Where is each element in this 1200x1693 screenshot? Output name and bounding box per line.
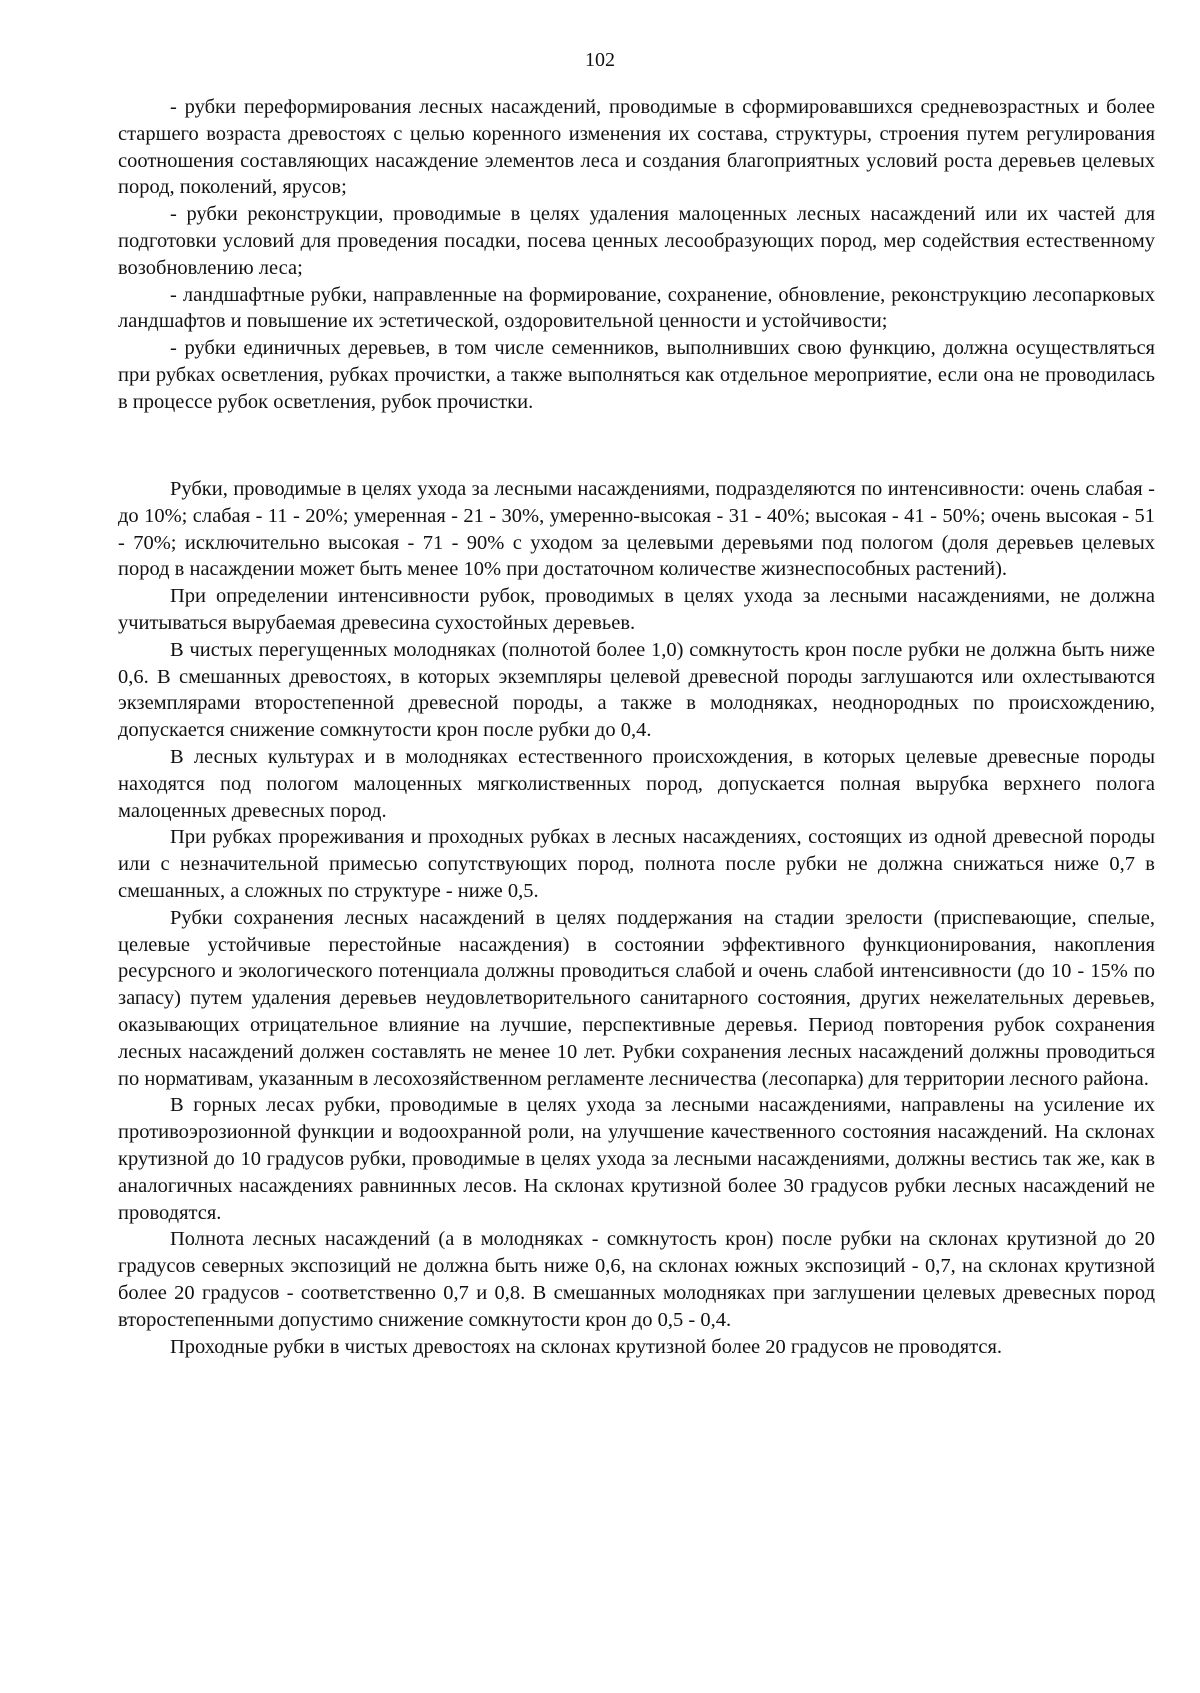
list-item: - рубки реконструкции, проводимые в целях удаления малоценных лесных насаждений или их частей для подготовки условий для проведения посадки, посева ценных лесообразующих пород, мер содействия естественному возобновлению леса; bbox=[118, 203, 1155, 279]
paragraph: Проходные рубки в чистых древостоях на склонах крутизной более 20 градусов не проводятся. bbox=[170, 1335, 1003, 1358]
paragraph: При определении интенсивности рубок, проводимых в целях ухода за лесными насаждениями, не должна учитываться вырубаемая древесина сухостойных деревьев. bbox=[118, 585, 1155, 634]
paragraph: В лесных культурах и в молодняках естественного происхождения, в которых целевые древесные породы находятся под пологом малоценных мягколиственных пород, допускается полная вырубка верхнего полога малоценных древесных пород. bbox=[118, 745, 1155, 822]
paragraph: В горных лесах рубки, проводимые в целях ухода за лесными насаждениями, направлены на усиление их противоэрозионной функции и водоохранной роли, на улучшение качественного состояния насаждений. На склонах крутизной до 10 градусов рубки, проводимые в целях ухода за лесными насаждениями, должны вестись так же, как в аналогичных насаждениях равнинных лесов. На склонах крутизной более 30 градусов рубки лесных насаждений не проводятся. bbox=[118, 1094, 1155, 1224]
body-text bbox=[118, 476, 1155, 1360]
paragraph: Рубки сохранения лесных насаждений в целях поддержания на стадии зрелости (приспевающие, спелые, целевые устойчивые перестойные насаждения) в состоянии эффективного функционирования, накопления ресурсного и экологического потенциала должны проводиться слабой и очень слабой интенсивности (до 10 - 15% по запасу) путем удаления деревьев неудовлетворительного санитарного состояния, других нежелательных деревьев, оказывающих отрицательное влияние на лучшие, перспективные деревья. Период повторения рубок сохранения лесных насаждений должен составлять не менее 10 лет. Рубки сохранения лесных насаждений должны проводиться по нормативам, указанным в лесохозяйственном регламенте лесничества (лесопарка) для территории лесного района. bbox=[118, 906, 1155, 1090]
list-item: - рубки переформирования лесных насаждений, проводимые в сформировавшихся средневозрастных и более старшего возраста древостоях с целью коренного изменения их состава, структуры, строения путем регулирования соотношения составляющих насаждение элементов леса и создания благоприятных условий роста деревьев целевых пород, поколений, ярусов; bbox=[118, 96, 1155, 199]
paragraph: Полнота лесных насаждений (а в молодняках - сомкнутость крон) после рубки на склонах крутизной до 20 градусов северных экспозиций не должна быть ниже 0,6, на склонах южных экспозиций - 0,7, на склонах крутизной более 20 градусов - соответственно 0,7 и 0,8. В смешанных молодняках при заглушении целевых древесных пород второстепенными допустимо снижение сомкнутости крон до 0,5 - 0,4. bbox=[118, 1228, 1155, 1331]
paragraph: В чистых перегущенных молодняках (полнотой более 1,0) сомкнутость крон после рубки не должна быть ниже 0,6. В смешанных древостоях, в которых экземпляры целевой древесной породы заглушаются или охлестываются экземплярами второстепенной древесной породы, а также в молодняках, неоднородных по происхождению, допускается снижение сомкнутости крон после рубки до 0,4. bbox=[118, 638, 1155, 742]
page-number: 102 bbox=[585, 49, 615, 71]
paragraph: Рубки, проводимые в целях ухода за лесными насаждениями, подразделяются по интенсивности: очень слабая - до 10%; слабая - 11 - 20%; умеренная - 21 - 30%, умеренно-высокая - 31 - 40%; высокая - 41 - 50%; очень высокая - 51 - 70%; исключительно высокая - 71 - 90% с уходом за целевыми деревьями под пологом (доля деревьев целевых пород в насаждении может быть менее 10% при достаточном количестве жизнеспособных растений). bbox=[118, 478, 1155, 581]
list-item: - ландшафтные рубки, направленные на формирование, сохранение, обновление, реконструкцию лесопарковых ландшафтов и повышение их эстетической, оздоровительной ценности и устойчивости; bbox=[118, 283, 1155, 333]
cutting-types-list bbox=[118, 94, 1155, 416]
list-item: - рубки единичных деревьев, в том числе семенников, выполнивших свою функцию, должна осуществляться при рубках осветления, рубках прочистки, а также выполняться как отдельное мероприятие, если она не проводилась в процессе рубок осветления, рубок прочистки. bbox=[118, 337, 1155, 413]
paragraph: При рубках прореживания и проходных рубках в лесных насаждениях, состоящих из одной древесной породы или с незначительной примесью сопутствующих пород, полнота после рубки не должна снижаться ниже 0,7 в смешанных, а сложных по структуре - ниже 0,5. bbox=[118, 826, 1155, 902]
